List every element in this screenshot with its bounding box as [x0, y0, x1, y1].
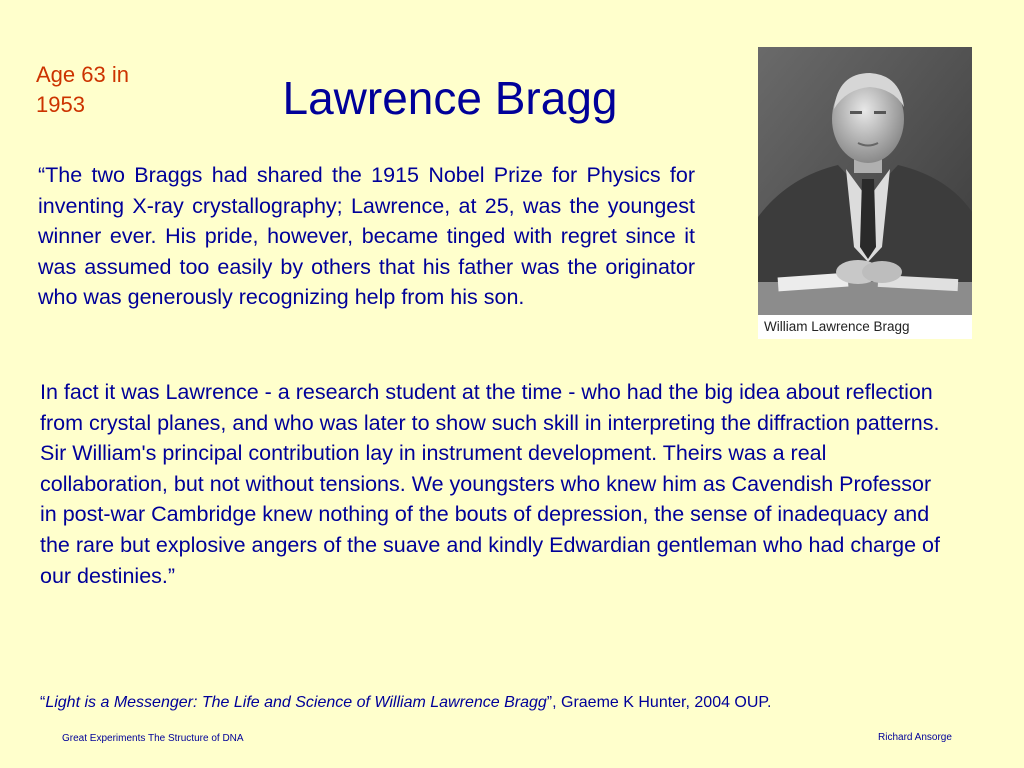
quote-paragraph: “The two Braggs had shared the 1915 Nobel Prize for Physics for inventing X-ray crystallography; Lawrence, at 25, was the youngest winner ever. His pride, however, became tinged with regret since it was assumed too easily by others that his father was the originator who was generously recognizing help from his son. — [38, 163, 695, 309]
main-paragraph: In fact it was Lawrence - a research student at the time - who had the big idea about reflection from crystal planes, and who was later to show such skill in interpreting the diffraction patterns. Sir William's principal contribution lay in instrument development. Theirs was a real collaboration, but not without tensions. We youngsters who knew him as Cavendish Professor in post-war Cambridge knew nothing of the bouts of depression, the sense of inadequacy and the rare but explosive angers of the suave and kindly Edwardian gentleman who had charge of our destinies.” — [40, 380, 940, 588]
portrait-image — [758, 47, 972, 315]
citation-open-quote: “ — [40, 694, 46, 711]
citation-book-title: Light is a Messenger: The Life and Science of William Lawrence Bragg — [45, 694, 547, 711]
portrait-photo — [758, 47, 972, 339]
age-note: Age 63 in 1953 — [36, 62, 129, 117]
portrait-caption: William Lawrence Bragg — [758, 315, 972, 339]
slide-title: Lawrence Bragg — [282, 72, 618, 124]
citation-rest: ”, Graeme K Hunter, 2004 OUP. — [546, 694, 772, 711]
citation — [40, 692, 990, 714]
footer-left: Great Experiments The Structure of DNA — [62, 733, 244, 744]
footer-right: Richard Ansorge — [878, 732, 952, 743]
